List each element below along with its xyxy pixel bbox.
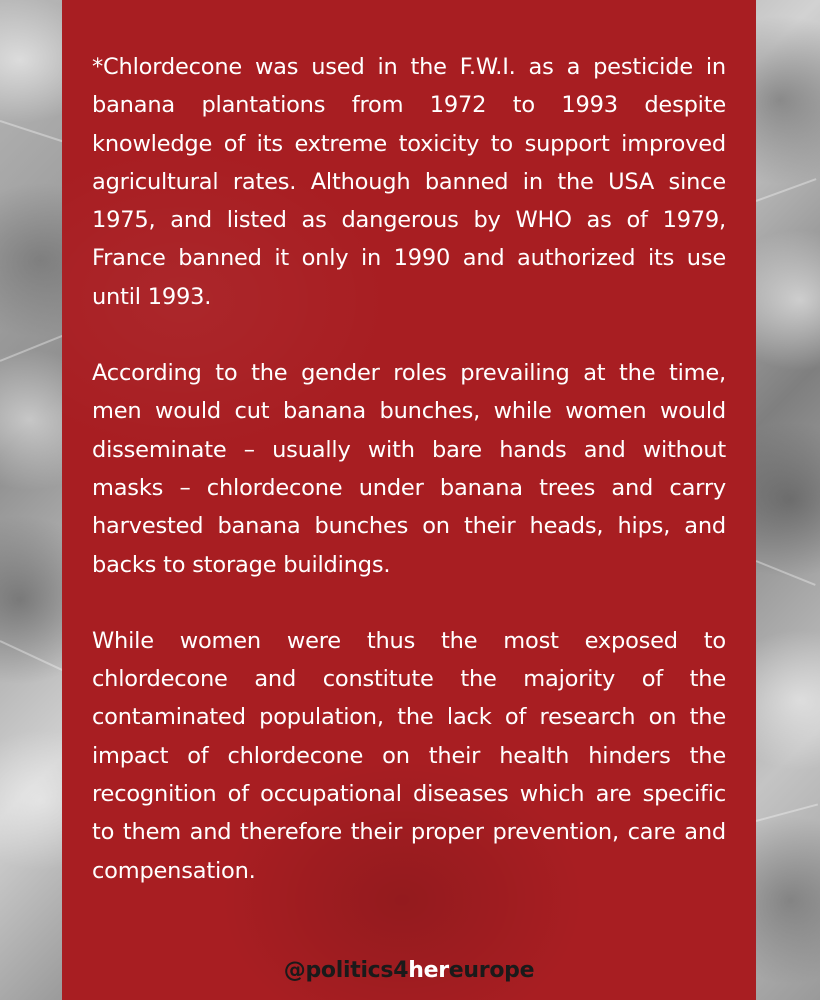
paper-crease [756,803,818,821]
paper-crease [0,120,67,144]
handle-prefix: @politics4 [283,958,409,983]
social-handle [62,958,756,983]
paper-crease [0,334,65,362]
paper-crease [756,560,816,586]
paragraph-gender-roles: According to the gender roles prevailing at the time, men would cut banana bunches, while women would disseminate – usually with bare hands and without masks – chlordecone under banana trees and carry harvested banana bunches on their heads, hips, and backs to storage buildings. [92,360,726,578]
paper-crease [756,178,817,202]
handle-accent: her [408,958,449,983]
paragraph-chlordecone-history: *Chlordecone was used in the F.W.I. as a pesticide in banana plantations from 1972 to 1993 despite knowledge of its extreme toxicity to support improved agricultural rates. Although banned in the USA since 1975, and listed as dangerous by WHO as of 1979, France banned it only in 1990 and authorized its use until 1993. [92,54,726,310]
red-text-panel [62,0,756,1000]
paper-crease [0,640,64,671]
handle-suffix: europe [448,958,535,983]
paragraph-health-impact: While women were thus the most exposed to chlordecone and constitute the majority of the contaminated population, the lack of research on the impact of chlordecone on their health hinders the recognition of occupational diseases which are specific to them and therefore their proper prevention, care and compensation. [92,627,726,884]
